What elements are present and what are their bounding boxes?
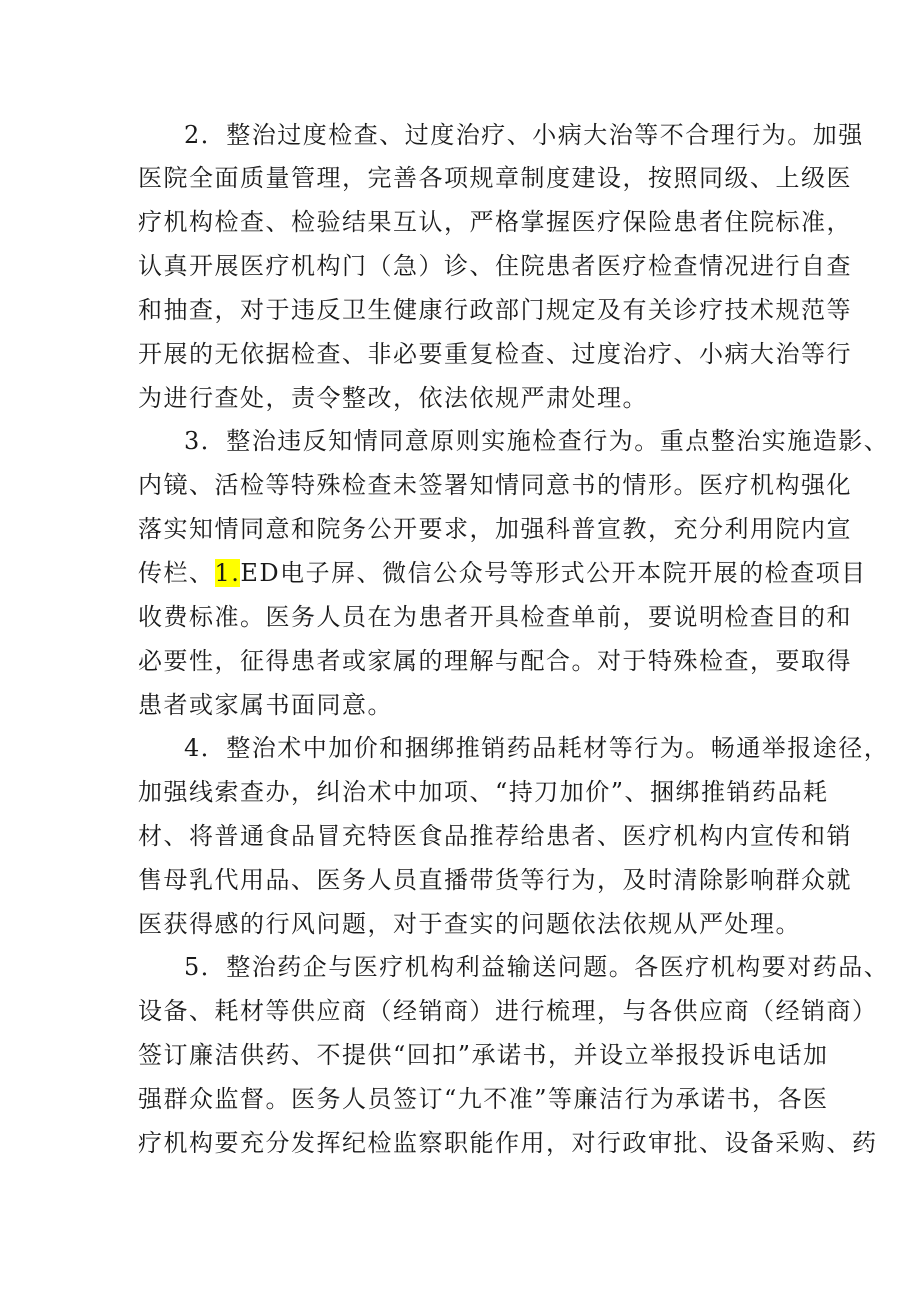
paragraph-5-line-3: 签订廉洁供药、不提供“回扣”承诺书，并设立举报投诉电话加: [138, 1041, 829, 1069]
paragraph-2-line-2: 医院全面质量管理，完善各项规章制度建设，按照同级、上级医: [138, 164, 852, 192]
paragraph-4-line-1: 4．整治术中加价和捆绑推销药品耗材等行为。畅通举报途径，: [184, 734, 890, 762]
paragraph-2-line-3: 疗机构检查、检验结果互认，严格掌握医疗保险患者住院标准，: [138, 208, 852, 236]
paragraph-4-line-5: 医获得感的行风问题，对于查实的问题依法依规从严处理。: [138, 910, 801, 938]
paragraph-4-line-4: 售母乳代用品、医务人员直播带货等行为，及时清除影响群众就: [138, 866, 852, 894]
paragraph-3-line-2: 内镜、活检等特殊检查未签署知情同意书的情形。医疗机构强化: [138, 471, 852, 499]
paragraph-3-line-5: 收费标准。医务人员在为患者开具检查单前，要说明检查目的和: [138, 603, 852, 631]
paragraph-3-line-7: 患者或家属书面同意。: [138, 691, 393, 719]
paragraph-4-line-3: 材、将普通食品冒充特医食品推荐给患者、医疗机构内宣传和销: [138, 822, 852, 850]
paragraph-3-line-1: 3．整治违反知情同意原则实施检查行为。重点整治实施造影、: [184, 427, 890, 455]
paragraph-3-line-6: 必要性，征得患者或家属的理解与配合。对于特殊检查，要取得: [138, 647, 852, 675]
line-prefix: 传栏、: [138, 559, 215, 587]
paragraph-3-line-4: [138, 558, 867, 588]
paragraph-2-line-1: 2．整治过度检查、过度治疗、小病大治等不合理行为。加强: [184, 121, 864, 149]
line-rest: ED电子屏、微信公众号等形式公开本院开展的检查项目: [240, 559, 867, 587]
paragraph-5-line-4: 强群众监督。医务人员签订“九不准”等廉洁行为承诺书，各医: [138, 1085, 829, 1113]
paragraph-2-line-4: 认真开展医疗机构门（急）诊、住院患者医疗检查情况进行自查: [138, 252, 852, 280]
paragraph-3-line-3: 落实知情同意和院务公开要求，加强科普宣教，充分利用院内宣: [138, 515, 852, 543]
paragraph-2-line-7: 为进行查处，责令整改，依法依规严肃处理。: [138, 384, 648, 412]
paragraph-2-line-6: 开展的无依据检查、非必要重复检查、过度治疗、小病大治等行: [138, 340, 852, 368]
paragraph-5-line-5: 疗机构要充分发挥纪检监察职能作用，对行政审批、设备采购、药: [138, 1129, 878, 1157]
paragraph-2-line-5: 和抽查，对于违反卫生健康行政部门规定及有关诊疗技术规范等: [138, 296, 852, 324]
paragraph-4-line-2: 加强线索查办，纠治术中加项、“持刀加价”、捆绑推销药品耗: [138, 778, 829, 806]
highlighted-text: 1.: [214, 559, 241, 587]
paragraph-5-line-1: 5．整治药企与医疗机构利益输送问题。各医疗机构要对药品、: [184, 953, 890, 981]
paragraph-5-line-2: 设备、耗材等供应商（经销商）进行梳理，与各供应商（经销商）: [138, 997, 878, 1025]
